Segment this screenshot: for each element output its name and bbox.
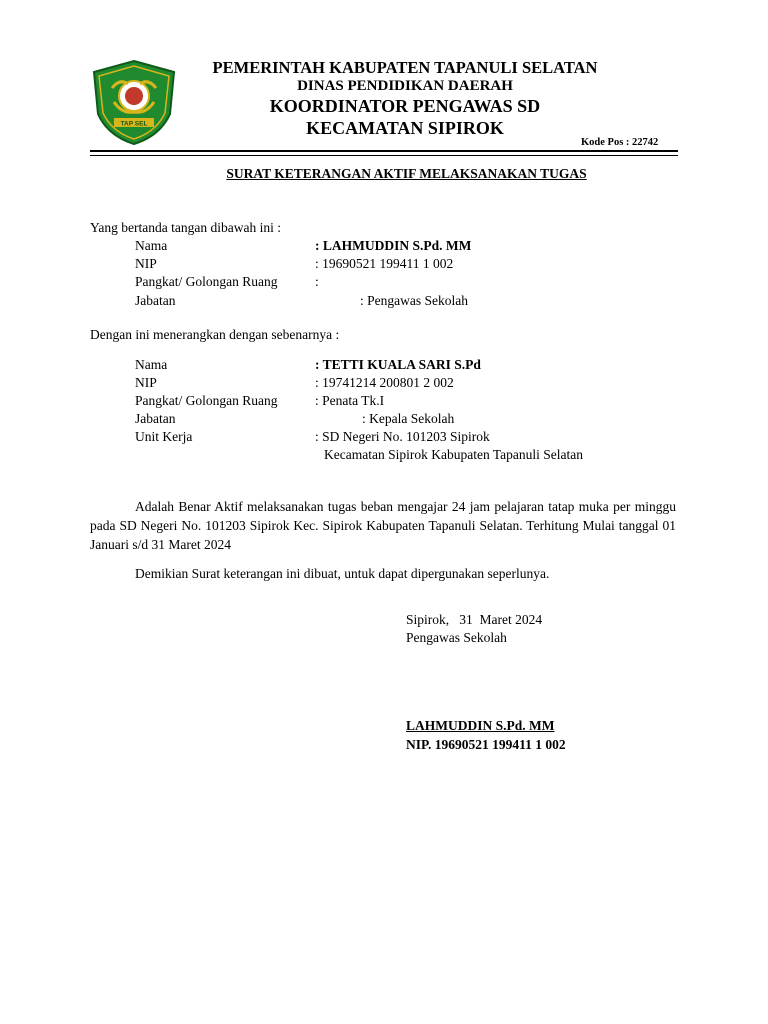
subject-value-nip: : 19741214 200801 2 002 (315, 375, 454, 390)
subject-value-unit-cont: Kecamatan Sipirok Kabupaten Tapanuli Selatan (324, 447, 583, 462)
subject-label-position: Jabatan (135, 411, 176, 426)
body-paragraph-text: Adalah Benar Aktif melaksanakan tugas beban mengajar 24 jam pelajaran tatap muka per minggu pada SD Negeri No. 101203 Sipirok Kec. Sipirok Kabupaten Tapanuli Selatan. Terhitung Mulai tanggal 01 Januari s/d 31 Maret 2024 (90, 499, 676, 552)
body-paragraph (90, 497, 676, 554)
signer-label-name: Nama (135, 238, 168, 253)
emblem-label: TAP SEL (120, 120, 148, 128)
signer-intro: Yang bertanda tangan dibawah ini : (90, 220, 281, 235)
subject-value-name: : TETTI KUALA SARI S.Pd (315, 357, 481, 372)
postal-code: Kode Pos : 22742 (581, 137, 659, 148)
signature-place-date: Sipirok, 31 Maret 2024 (406, 612, 543, 627)
letterhead-district: KECAMATAN SIPIROK (306, 118, 504, 138)
signer-value-rank: : (315, 274, 319, 289)
subject-value-rank: : Penata Tk.I (315, 393, 385, 408)
subject-label-nip: NIP (135, 375, 157, 390)
signature-nip: NIP. 19690521 199411 1 002 (406, 737, 566, 752)
subject-value-unit: : SD Negeri No. 101203 Sipirok (315, 429, 490, 444)
subject-label-rank: Pangkat/ Golongan Ruang (135, 393, 278, 408)
letterhead-office: KOORDINATOR PENGAWAS SD (269, 96, 541, 116)
subject-label-unit: Unit Kerja (135, 429, 193, 444)
signer-value-position: : Pengawas Sekolah (360, 293, 468, 308)
signer-label-nip: NIP (135, 256, 157, 271)
header-divider-thick (90, 150, 678, 152)
signer-value-name: : LAHMUDDIN S.Pd. MM (315, 238, 472, 253)
subject-intro: Dengan ini menerangkan dengan sebenarnya : (90, 327, 340, 342)
signer-label-rank: Pangkat/ Golongan Ruang (135, 274, 278, 289)
signer-label-position: Jabatan (135, 293, 176, 308)
subject-label-name: Nama (135, 357, 168, 372)
closing-sentence: Demikian Surat keterangan ini dibuat, untuk dapat dipergunakan seperlunya. (135, 566, 550, 581)
letter-title: SURAT KETERANGAN AKTIF MELAKSANAKAN TUGAS (226, 166, 587, 181)
signer-value-nip: : 19690521 199411 1 002 (315, 256, 454, 271)
header-divider-thin (90, 155, 678, 156)
signature-position: Pengawas Sekolah (406, 630, 507, 645)
signature-name: LAHMUDDIN S.Pd. MM (406, 718, 555, 733)
subject-value-position: : Kepala Sekolah (362, 411, 455, 426)
letterhead-agency: DINAS PENDIDIKAN DAERAH (297, 78, 513, 94)
letterhead-government: PEMERINTAH KABUPATEN TAPANULI SELATAN (212, 58, 598, 77)
regency-emblem-logo (90, 58, 178, 146)
